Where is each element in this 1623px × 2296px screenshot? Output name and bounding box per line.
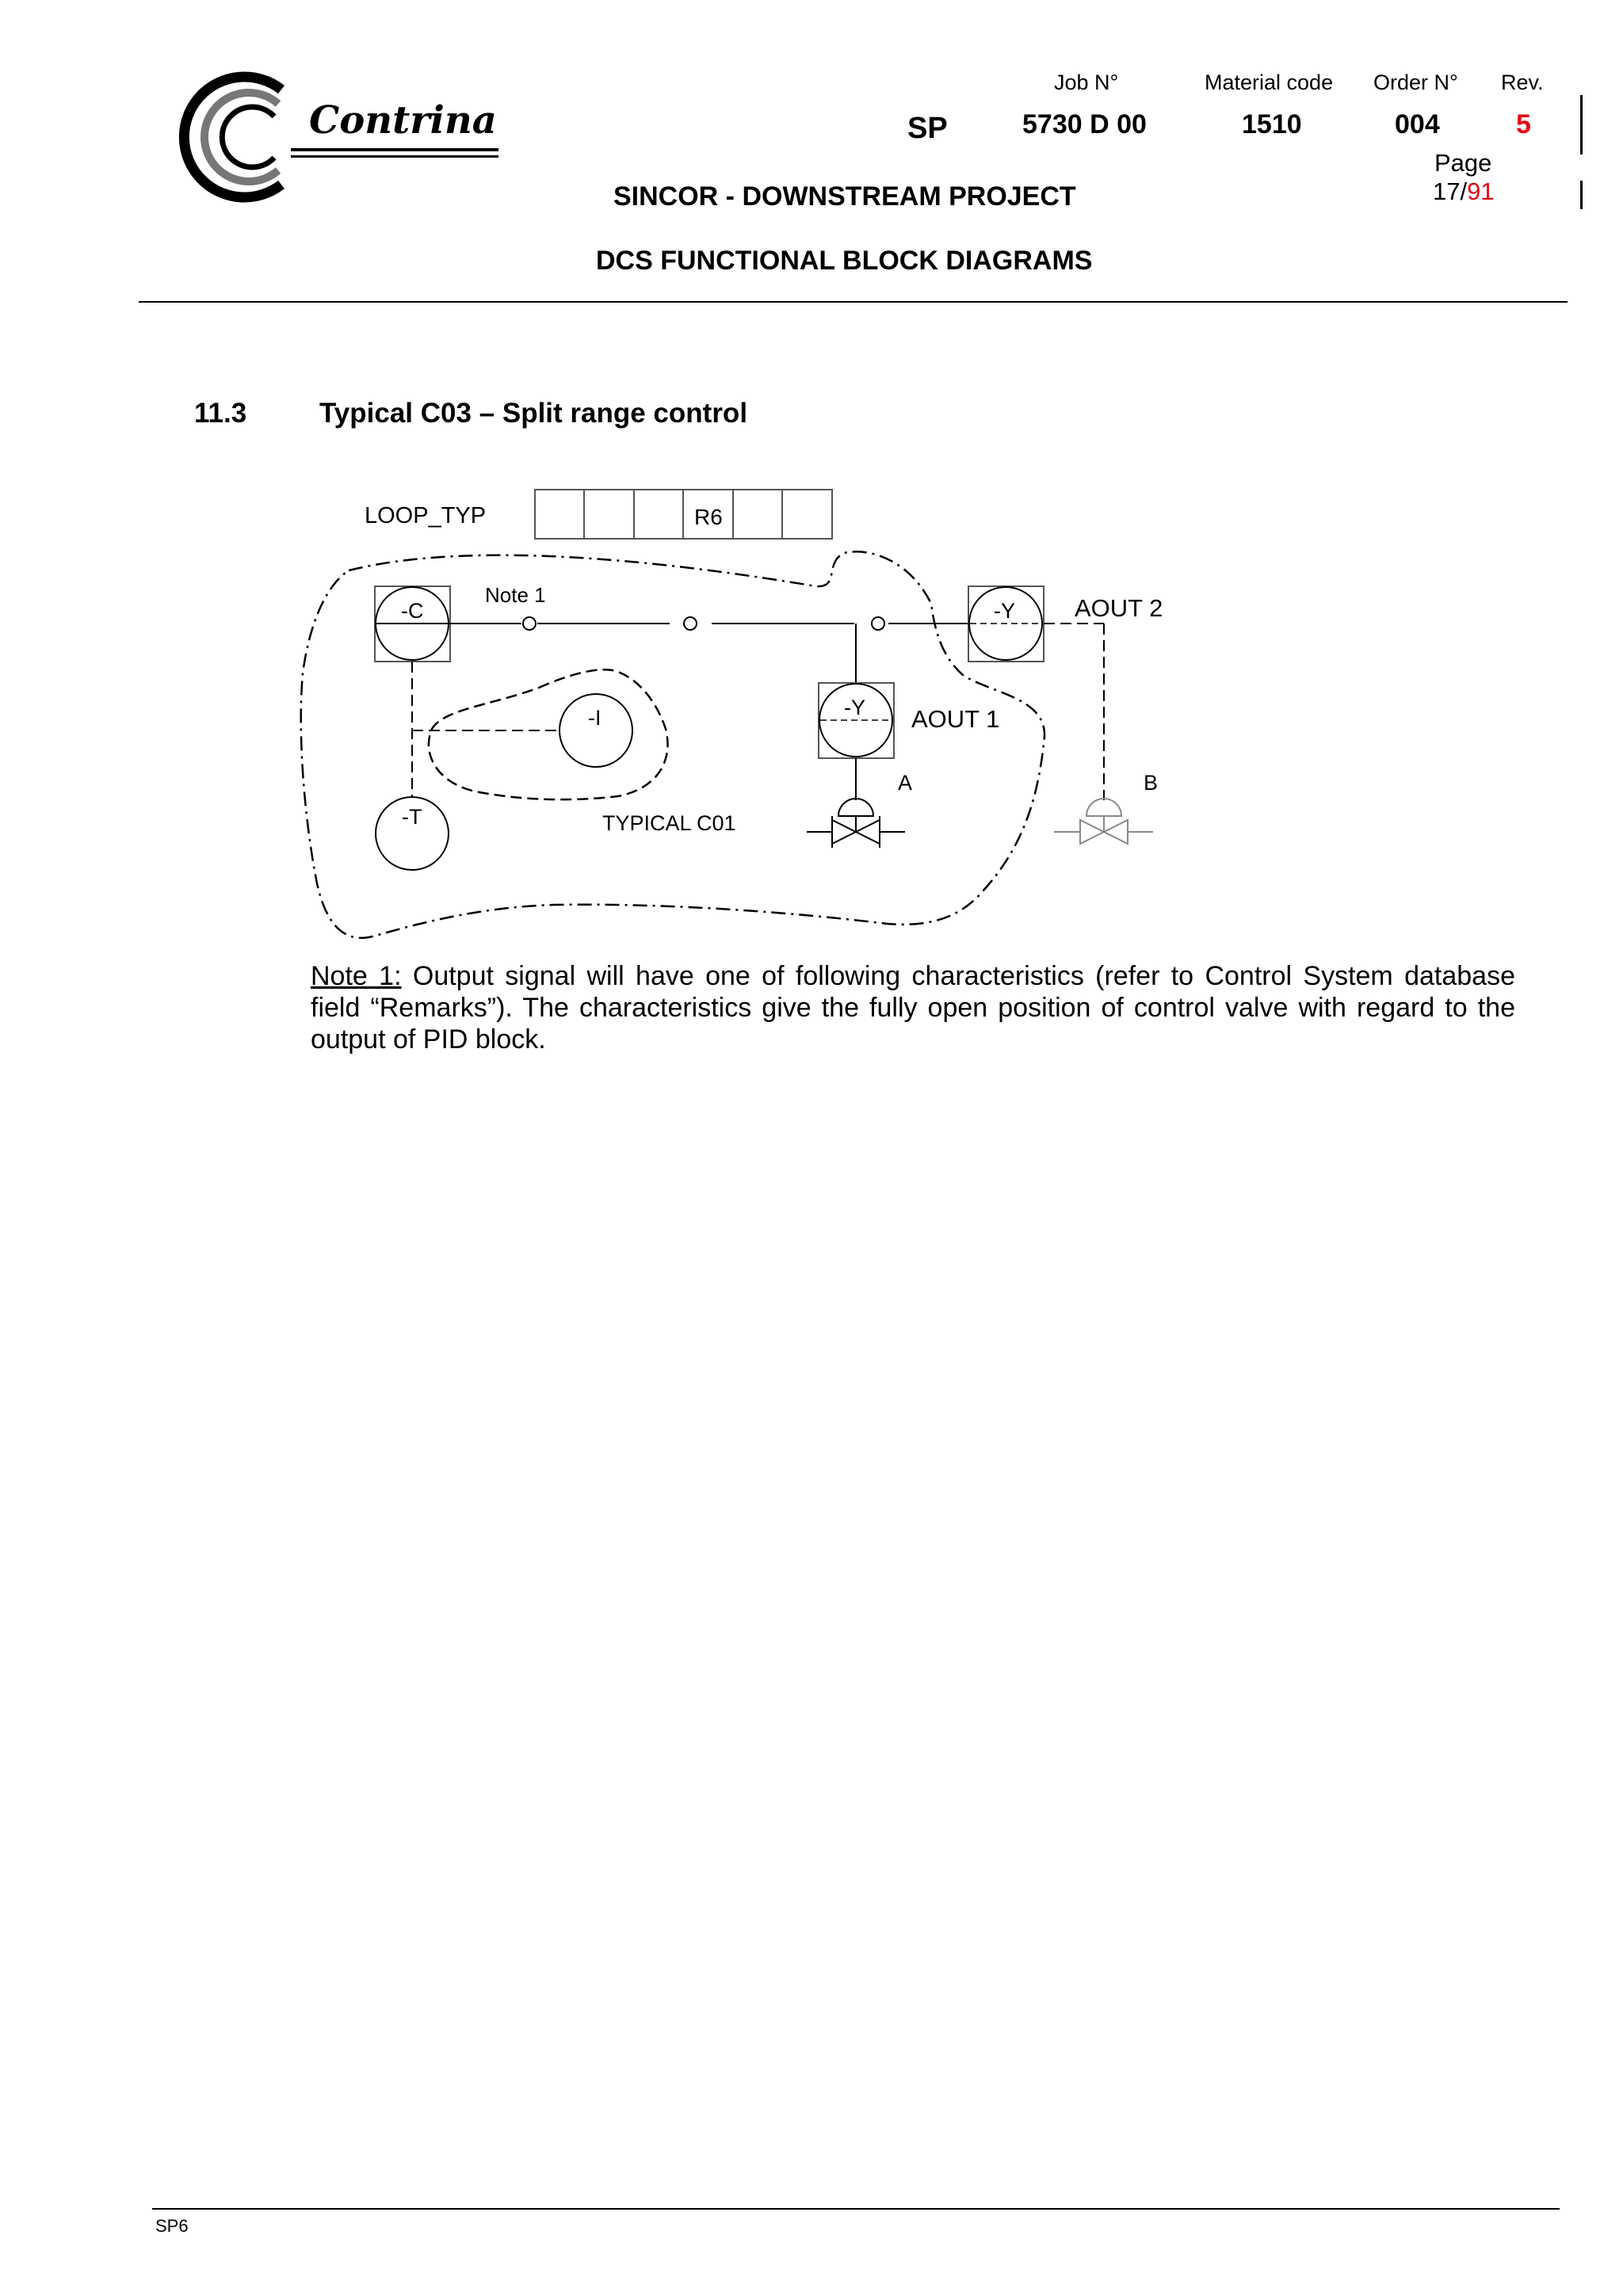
- page-label: Page: [1434, 149, 1492, 177]
- company-name: Contrina: [309, 98, 497, 143]
- page-number: 17/: [1433, 177, 1468, 205]
- material-code: 1510: [1242, 109, 1302, 139]
- loop-typ-cells: [535, 490, 832, 539]
- output-y1-label: -Y: [844, 696, 865, 719]
- controller-block: [375, 586, 450, 662]
- material-code-label: Material code: [1205, 71, 1334, 94]
- control-valve-a: [807, 799, 905, 848]
- aout1-label: AOUT 1: [911, 705, 1000, 733]
- typical-c01-label: TYPICAL C01: [602, 811, 736, 835]
- document-title: DCS FUNCTIONAL BLOCK DIAGRAMS: [596, 246, 1093, 276]
- loop-typ-label: LOOP_TYP: [365, 503, 487, 528]
- valve-a-label: A: [898, 771, 913, 795]
- loop-typ-cell-label: R6: [694, 505, 723, 529]
- functional-block-diagram: [0, 0, 1623, 990]
- project-title: SINCOR - DOWNSTREAM PROJECT: [613, 181, 1076, 212]
- note-text: Output signal will have one of following characteristics (refer to Control System database field “Remarks”). The characteristics give the fully open position of control valve with regard to the output of PID block.: [311, 961, 1515, 1055]
- note-1-label: Note 1: [485, 583, 546, 607]
- output-y1-block: [819, 683, 894, 758]
- aout2-label: AOUT 2: [1075, 594, 1163, 622]
- split-connection-node: [872, 617, 884, 630]
- footer-code: SP6: [155, 2216, 189, 2236]
- job-label: Job N°: [1054, 71, 1119, 94]
- rev-label: Rev.: [1501, 71, 1544, 94]
- aout2-signal: [1044, 624, 1104, 800]
- note-paragraph: [311, 960, 1515, 1055]
- controller-label: -C: [401, 599, 424, 623]
- revision-number: 5: [1516, 109, 1531, 139]
- order-label: Order N°: [1373, 71, 1458, 94]
- order-number: 004: [1395, 109, 1440, 139]
- doc-type: SP: [907, 112, 948, 145]
- job-number: 5730 D 00: [1022, 109, 1147, 139]
- output-y2-label: -Y: [994, 599, 1015, 623]
- indicator-block: [559, 694, 632, 767]
- output-y2-block: [968, 586, 1044, 662]
- section-title: Typical C03 – Split range control: [319, 398, 748, 429]
- page-total: 91: [1467, 177, 1495, 205]
- measurement-signal-lines: [412, 662, 559, 796]
- section-number: 11.3: [194, 398, 247, 429]
- footer-rule: [152, 2208, 1560, 2210]
- indicator-label: -I: [588, 706, 601, 730]
- transmitter-label: -T: [402, 805, 422, 829]
- control-valve-b: [1054, 799, 1153, 844]
- note-label: Note 1:: [311, 961, 402, 991]
- valve-b-label: B: [1144, 771, 1159, 795]
- output-signal-line: [449, 617, 968, 630]
